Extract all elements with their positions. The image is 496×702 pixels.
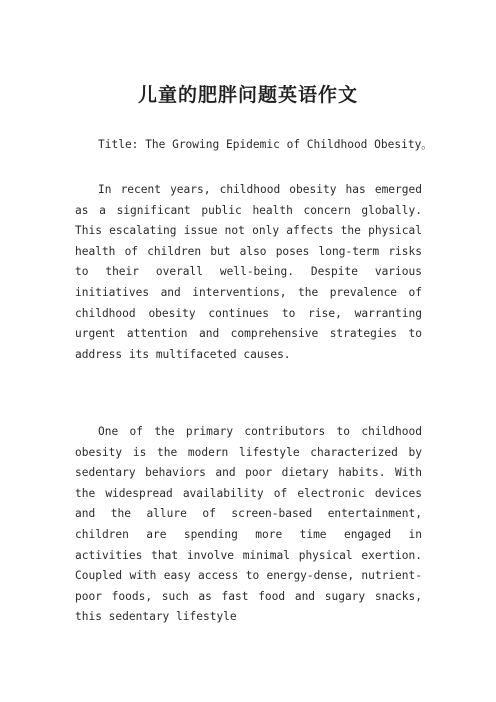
paragraph-2: One of the primary contributors to childhood obesity is the modern lifestyle characterized by sedentary behaviors and poor dietary habits. With the widespread availability of electronic devices and the allure of screen-based entertainment, children are spending more time engaged in activities that involve minimal physical exertion. Coupled with easy access to energy-dense, nutrient-poor foods, such as fast food and sugary snacks, this sedentary lifestyle [75, 425, 422, 624]
paragraph-1: In recent years, childhood obesity has emerged as a significant public health concern globally. This escalating issue not only affects the physical health of children but also poses long-term risks to their overall well-being. Despite various initiatives and interventions, the prevalence of childhood obesity continues to rise, warranting urgent attention and comprehensive strategies to address its multifaceted causes. [75, 183, 422, 361]
essay-title-line: Title: The Growing Epidemic of Childhood Obesity。 [98, 138, 433, 151]
document-heading: 儿童的肥胖问题英语作文 [137, 84, 358, 106]
